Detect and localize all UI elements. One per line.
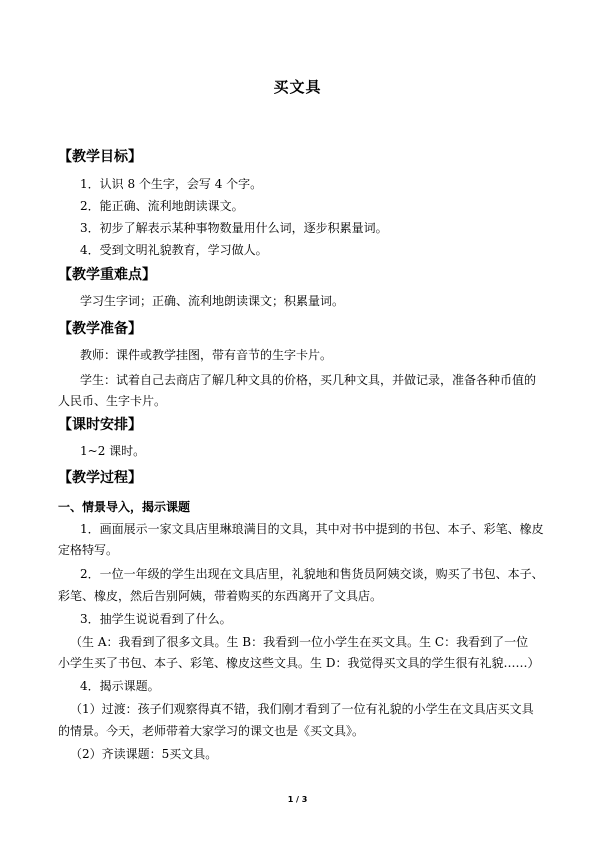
section-heading-goals: 【教学目标】 [58,149,142,165]
section-heading-schedule: 【课时安排】 [58,417,142,433]
process-part-1-title: 一、情景导入，揭示课题 [58,500,191,514]
preparation-student-line-1: 学生：试着自己去商店了解几种文具的价格，买几种文具，并做记录，准备各种币值的 [80,373,537,387]
key-points-text: 学习生字词；正确、流利地朗读课文；积累量词。 [80,294,345,308]
goal-item-3: 3．初步了解表示某种事物数量用什么词，逐步积累量词。 [80,221,388,235]
process-p4-2: （2）齐读课题：5买文具。 [70,747,218,761]
page-number: 1 / 3 [287,795,308,804]
process-p2-line-2: 彩笔、橡皮，然后告别阿姨，带着购买的东西离开了文具店。 [58,589,383,603]
section-heading-preparation: 【教学准备】 [58,321,142,337]
goal-item-2: 2．能正确、流利地朗读课文。 [80,199,244,213]
document-title: 买文具 [273,78,322,96]
process-p3-detail-line-1: （生 A：我看到了很多文具。生 B：我看到一位小学生在买文具。生 C：我看到了一位 [70,635,529,649]
process-p3-detail-line-2: 小学生买了书包、本子、彩笔、橡皮这些文具。生 D：我觉得买文具的学生很有礼貌……） [58,656,540,670]
goal-item-1: 1．认识 8 个生字，会写 4 个字。 [80,177,263,191]
section-heading-process: 【教学过程】 [58,470,142,486]
process-p4: 4．揭示课题。 [80,679,160,693]
preparation-teacher: 教师：课件或教学挂图，带有音节的生字卡片。 [80,348,333,362]
process-p4-1-line-2: 的情景。今天，老师带着大家学习的课文也是《买文具》。 [58,724,365,738]
process-p2-line-1: 2．一位一年级的学生出现在文具店里，礼貌地和售货员阿姨交谈，购买了书包、本子、 [80,567,544,581]
goal-item-4: 4．受到文明礼貌教育，学习做人。 [80,243,268,257]
schedule-text: 1~2 课时。 [80,444,146,458]
preparation-student-line-2: 人民币、生字卡片。 [58,394,167,408]
process-p1-line-1: 1．画面展示一家文具店里琳琅满目的文具，其中对书中提到的书包、本子、彩笔、橡皮 [80,522,544,536]
process-p3: 3．抽学生说说看到了什么。 [80,612,232,626]
section-heading-key-points: 【教学重难点】 [58,267,156,283]
process-p1-line-2: 定格特写。 [58,543,119,557]
process-p4-1-line-1: （1）过渡：孩子们观察得真不错，我们刚才看到了一位有礼貌的小学生在文具店买文具 [70,702,534,716]
